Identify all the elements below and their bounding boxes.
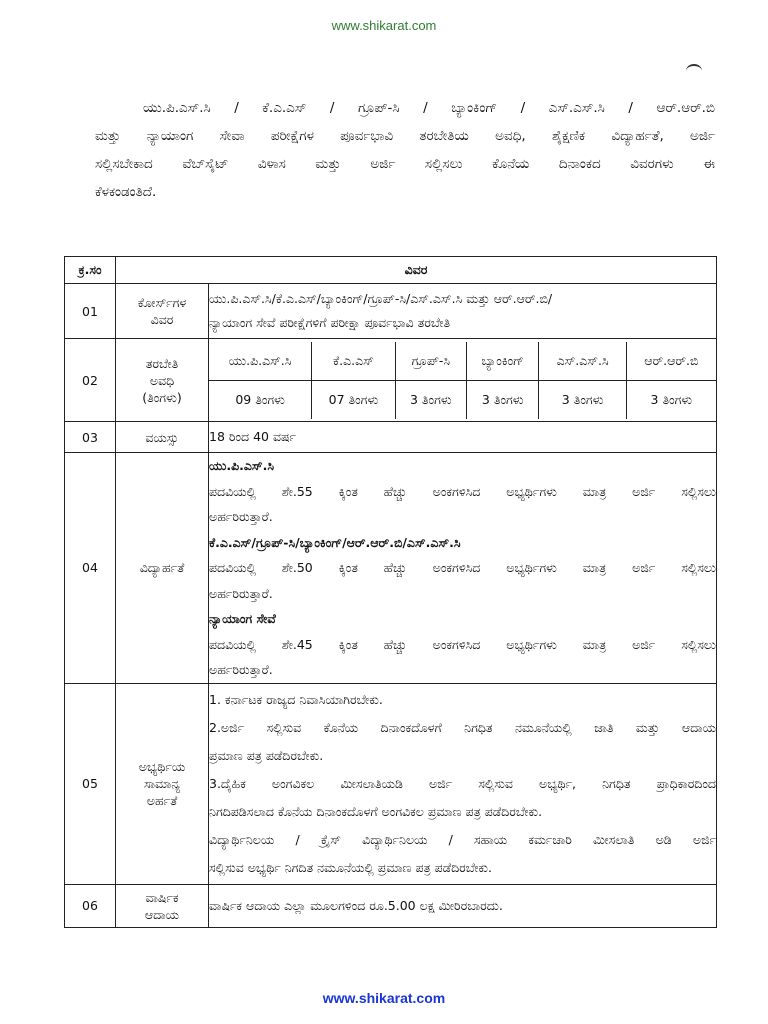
label-line: ಆದಾಯ — [144, 906, 180, 922]
eligibility-text: ನಿಗದಿಪಡಿಸಲಾದ ಕೊನೆಯ ದಿನಾಂಕದೊಳಗೆ ಅಂಗವಿಕಲ ಪ್ರಮಾಣ ಪತ್ರ ಪಡೆದಿರಬೇಕು. — [209, 803, 543, 819]
duration-grid-cell — [209, 339, 717, 422]
table-row — [65, 284, 717, 339]
course-name: ಕೆ.ಎ.ಎಸ್ — [312, 342, 395, 381]
site-url-bottom[interactable]: www.shikarat.com — [322, 990, 446, 1006]
intro-line-2: ಮತ್ತು ನ್ಯಾಯಾಂಗ ಸೇವಾ ಪರೀಕ್ಷೆಗಳ ಪೂರ್ವಭಾವಿ ತರಬೇತಿಯ ಅವಧಿ, ಶೈಕ್ಷಣಿಕ ವಿದ್ಯಾರ್ಹತೆ, ಅರ್ಜಿ — [95, 128, 715, 144]
course-name: ಯು.ಪಿ.ಎಸ್.ಸಿ — [209, 342, 312, 381]
education-heading: ನ್ಯಾಯಾಂಗ ಸೇವೆ — [209, 611, 276, 626]
course-name: ಎಸ್.ಎಸ್.ಸಿ — [539, 342, 626, 381]
eligibility-text: 3.ದೈಹಿಕ ಅಂಗವಿಕಲ ಮೀಸಲಾತಿಯಡಿ ಅರ್ಜಿ ಸಲ್ಲಿಸುವ ಅಭ್ಯರ್ಥಿ, ನಿಗಧಿತ ಪ್ರಾಧಿಕಾರದಿಂದ — [209, 775, 716, 791]
course-duration: 3 ತಿಂಗಳು — [539, 380, 626, 419]
table-row — [65, 884, 717, 927]
detail-line: ಯು.ಪಿ.ಎಸ್.ಸಿ/ಕೆ.ಎ.ಎಸ್/ಬ್ಯಾಂಕಿಂಗ್/ಗ್ರೂಪ್-ಸಿ/ಎಸ್.ಎಸ್.ಸಿ ಮತ್ತು ಆರ್.ಆರ್.ಬಿ/ — [209, 291, 553, 306]
row-serial: 02 — [65, 339, 116, 422]
education-text: ಅರ್ಹರಿರುತ್ತಾರೆ. — [209, 662, 273, 677]
table-row — [65, 339, 717, 422]
table-row — [65, 683, 717, 884]
row-label — [116, 284, 209, 339]
eligibility-text: 1. ಕರ್ನಾಟಕ ರಾಜ್ಯದ ನಿವಾಸಿಯಾಗಿರಬೇಕು. — [209, 691, 383, 707]
header-serial: ಕ್ರ.ಸಂ — [65, 257, 116, 284]
course-name: ಬ್ಯಾಂಕಿಂಗ್ — [466, 342, 539, 381]
scan-mark — [686, 64, 702, 78]
education-text: ಪದವಿಯಲ್ಲಿ ಶೇ.50 ಕ್ಕಿಂತ ಹೆಚ್ಚು ಅಂಕಗಳಿಸಿದ ಅಭ್ಯರ್ಥಿಗಳು ಮಾತ್ರ ಅರ್ಜಿ ಸಲ್ಲಿಸಲು — [209, 560, 716, 575]
row-serial: 04 — [65, 453, 116, 684]
education-text: ಪದವಿಯಲ್ಲಿ ಶೇ.45 ಕ್ಕಿಂತ ಹೆಚ್ಚು ಅಂಕಗಳಿಸಿದ ಅಭ್ಯರ್ಥಿಗಳು ಮಾತ್ರ ಅರ್ಜಿ ಸಲ್ಲಿಸಲು — [209, 636, 716, 652]
course-duration: 07 ತಿಂಗಳು — [312, 380, 395, 419]
row-detail — [209, 284, 717, 339]
intro-paragraph — [95, 94, 715, 206]
row-detail: ವಾರ್ಷಿಕ ಆದಾಯ ಎಲ್ಲಾ ಮೂಲಗಳಿಂದ ರೂ.5.00 ಲಕ್ಷ ಮೀರಿರಬಾರದು. — [209, 884, 717, 927]
details-table — [64, 256, 717, 928]
table-header-row — [65, 257, 717, 284]
education-heading: ಕೆ.ಎ.ಎಸ್/ಗ್ರೂಪ್-ಸಿ/ಬ್ಯಾಂಕಿಂಗ್/ಆರ್.ಆರ್.ಬಿ/ಎಸ್.ಎಸ್.ಸಿ — [209, 534, 461, 550]
row-serial: 03 — [65, 422, 116, 453]
row-serial: 05 — [65, 683, 116, 884]
row-label: ವಿದ್ಯಾರ್ಹತೆ — [116, 453, 209, 684]
eligibility-detail — [209, 683, 717, 884]
table-row — [65, 453, 717, 684]
education-text: ಪದವಿಯಲ್ಲಿ ಶೇ.55 ಕ್ಕಿಂತ ಹೆಚ್ಚು ಅಂಕಗಳಿಸಿದ ಅಭ್ಯರ್ಥಿಗಳು ಮಾತ್ರ ಅರ್ಜಿ ಸಲ್ಲಿಸಲು — [209, 483, 716, 499]
eligibility-text: ಸಲ್ಲಿಸುವ ಅಭ್ಯರ್ಥಿ ನಿಗದಿತ ನಮೂನೆಯಲ್ಲಿ ಪ್ರಮಾಣ ಪತ್ರ ಪಡೆದಿರಬೇಕು. — [209, 859, 492, 875]
duration-grid — [209, 342, 716, 419]
table-row — [65, 422, 717, 453]
site-url-top[interactable]: www.shikarat.com — [331, 18, 437, 33]
education-heading: ಯು.ಪಿ.ಎಸ್.ಸಿ — [209, 458, 274, 473]
label-line: (ತಿಂಗಳು) — [142, 389, 182, 405]
course-name: ಗ್ರೂಪ್-ಸಿ — [395, 342, 466, 381]
row-serial: 01 — [65, 284, 116, 339]
eligibility-text: ಪ್ರಮಾಣ ಪತ್ರ ಪಡೆದಿರಬೇಕು. — [209, 747, 324, 763]
education-text: ಅರ್ಹರಿರುತ್ತಾರೆ. — [209, 509, 273, 524]
course-duration: 3 ತಿಂಗಳು — [466, 380, 539, 419]
label-line: ವಿವರ — [150, 312, 174, 327]
eligibility-text: ವಿದ್ಯಾರ್ಥಿನಿಲಯ / ಕ್ರೈಸ್ ವಿದ್ಯಾರ್ಥಿನಿಲಯ / ಸಹಾಯ ಕರ್ಮಚಾರಿ ಮೀಸಲಾತಿ ಅಡಿ ಅರ್ಜಿ — [209, 831, 716, 847]
header-detail: ವಿವರ — [116, 257, 717, 284]
row-label — [116, 884, 209, 927]
education-text: ಅರ್ಹರಿರುತ್ತಾರೆ. — [209, 585, 273, 601]
course-duration: 3 ತಿಂಗಳು — [626, 380, 716, 419]
intro-line-3: ಸಲ್ಲಿಸಬೇಕಾದ ವೆಬ್‌ಸೈಟ್ ವಿಳಾಸ ಮತ್ತು ಅರ್ಜಿ ಸಲ್ಲಿಸಲು ಕೊನೆಯ ದಿನಾಂಕದ ವಿವರಗಳು ಈ — [95, 156, 715, 172]
row-label — [116, 339, 209, 422]
row-serial: 06 — [65, 884, 116, 927]
row-label — [116, 683, 209, 884]
intro-line-4: ಕೆಳಕಂಡಂತಿದೆ. — [95, 184, 157, 200]
intro-line-1: ಯು.ಪಿ.ಎಸ್.ಸಿ / ಕೆ.ಎ.ಎಸ್ / ಗ್ರೂಪ್-ಸಿ / ಬ್ಯಾಂಕಿಂಗ್ / ಎಸ್.ಎಸ್.ಸಿ / ಆರ್.ಆರ್.ಬಿ — [143, 100, 715, 116]
course-duration: 09 ತಿಂಗಳು — [209, 380, 312, 419]
eligibility-text: 2.ಅರ್ಜಿ ಸಲ್ಲಿಸುವ ಕೊನೆಯ ದಿನಾಂಕದೊಳಗೆ ನಿಗಧಿತ ನಮೂನೆಯಲ್ಲಿ ಜಾತಿ ಮತ್ತು ಆದಾಯ — [209, 719, 716, 735]
label-line: ಸಾಮಾನ್ಯ — [143, 776, 181, 791]
row-label: ವಯಸ್ಸು — [116, 422, 209, 453]
label-line: ಅವಧಿ — [149, 372, 175, 388]
label-line: ಕೋರ್ಸ್‌ಗಳ — [137, 295, 187, 310]
label-line: ಅರ್ಹತೆ — [146, 793, 178, 808]
detail-line: ನ್ಯಾಯಾಂಗ ಸೇವೆ ಪರೀಕ್ಷೆಗಳಿಗೆ ಪರೀಕ್ಷಾ ಪೂರ್ವಭಾವಿ ತರಬೇತಿ — [209, 315, 451, 330]
course-row — [209, 342, 716, 381]
course-name: ಆರ್.ಆರ್.ಬಿ — [626, 342, 716, 381]
course-duration: 3 ತಿಂಗಳು — [395, 380, 466, 419]
label-line: ತರಬೇತಿ — [145, 355, 179, 371]
label-line: ವಾರ್ಷಿಕ — [145, 889, 179, 905]
label-line: ಅಭ್ಯರ್ಥಿಯ — [138, 759, 186, 774]
row-detail: 18 ರಿಂದ 40 ವರ್ಷ — [209, 422, 717, 453]
duration-row — [209, 380, 716, 419]
education-detail — [209, 453, 717, 684]
